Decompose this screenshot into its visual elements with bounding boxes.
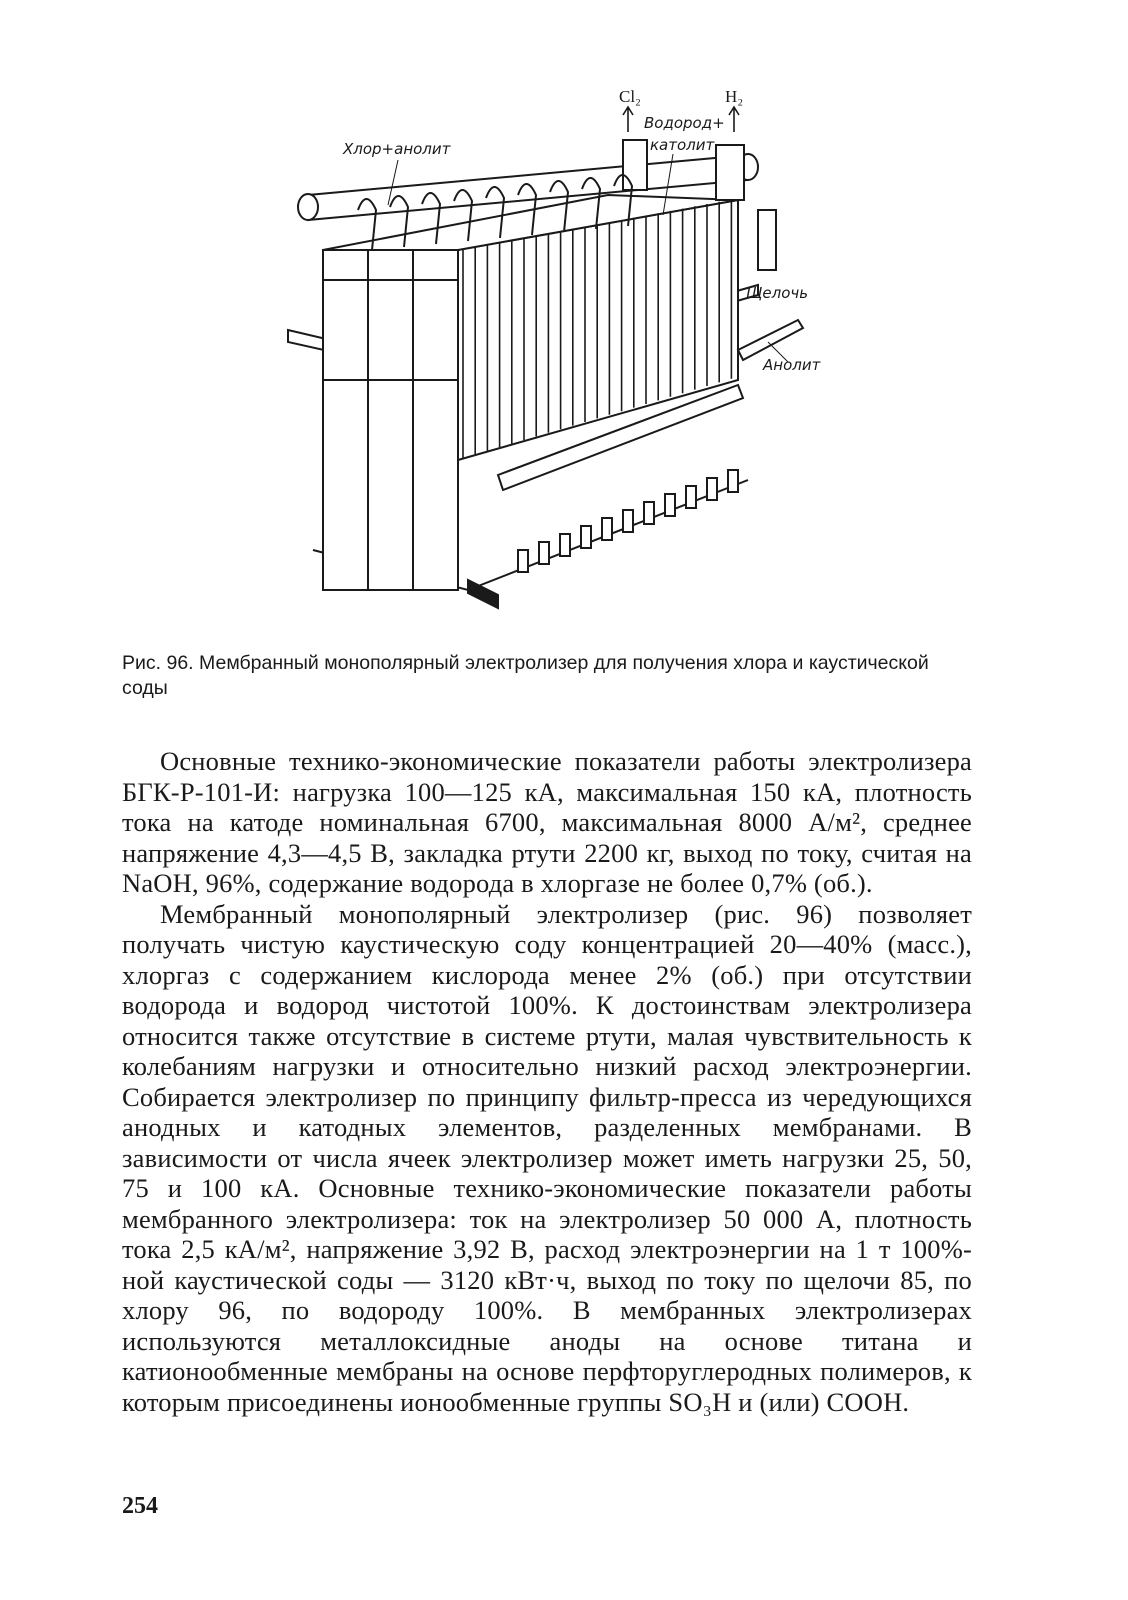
chlorine-outlet	[623, 140, 647, 190]
page-number: 254	[122, 1493, 158, 1519]
busbar-terminal	[707, 478, 717, 500]
paragraph: Основные технико-экономические показатели работы электролизера БГК-Р-101-И: нагрузка 100—125 кА, максимальная 150 кА, плотность тока на катоде номинальная 6700, максимальная 8000 А/м², среднее напряжение 4,3—4,5 В, закладка ртути 2200 кг, выход по току, считая на NaOH, 96%, содержание водорода в хлоргазе не более 0,7% (об.).	[122, 746, 972, 898]
alkali-label: Щелочь	[746, 284, 809, 302]
busbar-terminal	[560, 534, 570, 556]
hydrogen-catholyte-label-line2: католит	[650, 136, 715, 154]
cl2-arrow-icon	[623, 107, 633, 132]
busbar-terminal	[602, 518, 612, 540]
body-text	[122, 746, 972, 1417]
electrolyzer-drawing	[268, 80, 848, 630]
anolyte-pipe	[738, 320, 803, 360]
busbar-terminal	[623, 510, 633, 532]
paragraph: Мембранный монополярный электролизер (рис. 96) позволяет получать чистую каустическую соду концентрацией 20—40% (масс.), хлоргаз с содержанием кислорода менее 2% (об.) при отсутствии водорода и водород чистотой 100%. К достоинствам электролизера относится также отсутствие в системе ртути, малая чувствительность к колебаниям нагрузки и относительно низкий расход электроэнергии. Собирается электролизер по принципу фильтр-пресса из чередующихся анодных и катодных элементов, разделенных мембранами. В зависимости от числа ячеек электролизер может иметь нагрузки 25, 50, 75 и 100 кА. Основные технико-экономические показатели работы мембранного электролизера: ток на электролизер 50 000 А, плотность тока 2,5 кА/м², напряжение 3,92 В, расход электроэнергии на 1 т 100%-ной каустической соды — 3120 кВт·ч, выход по току по щелочи 85, по хлору 96, по водороду 100%. В мембранных электролизерах используются металлоксидные аноды на основе титана и катионообменные мембраны на основе перфторуглеродных полимеров, к которым присоединены ионообменные группы SO₃H и (или) COOH.	[122, 898, 972, 1417]
anolyte-label: Анолит	[763, 356, 821, 374]
electrolyzer-figure	[268, 80, 848, 630]
cl2-label: Cl₂	[619, 87, 641, 106]
busbar-terminal	[581, 526, 591, 548]
pipe-end-left	[298, 194, 318, 220]
alkali-outlet-pipe	[758, 210, 776, 270]
busbar-terminal	[728, 470, 738, 492]
busbar-terminal	[518, 550, 528, 572]
busbar-terminal	[644, 502, 654, 524]
hydrogen-outlet	[716, 145, 744, 200]
busbar-terminal	[686, 486, 696, 508]
cell-block-left	[323, 250, 458, 590]
chlorine-anolyte-label: Хлор+анолит	[343, 140, 451, 158]
figure-caption: Рис. 96. Мембранный монополярный электролизер для получения хлора и каустической соды	[122, 652, 929, 699]
h2-label: H₂	[725, 87, 744, 106]
hydrogen-catholyte-label-line1: Водород+	[644, 114, 725, 132]
h2-arrow-icon	[729, 107, 739, 132]
busbar-terminal	[665, 494, 675, 516]
busbar-terminal	[539, 542, 549, 564]
